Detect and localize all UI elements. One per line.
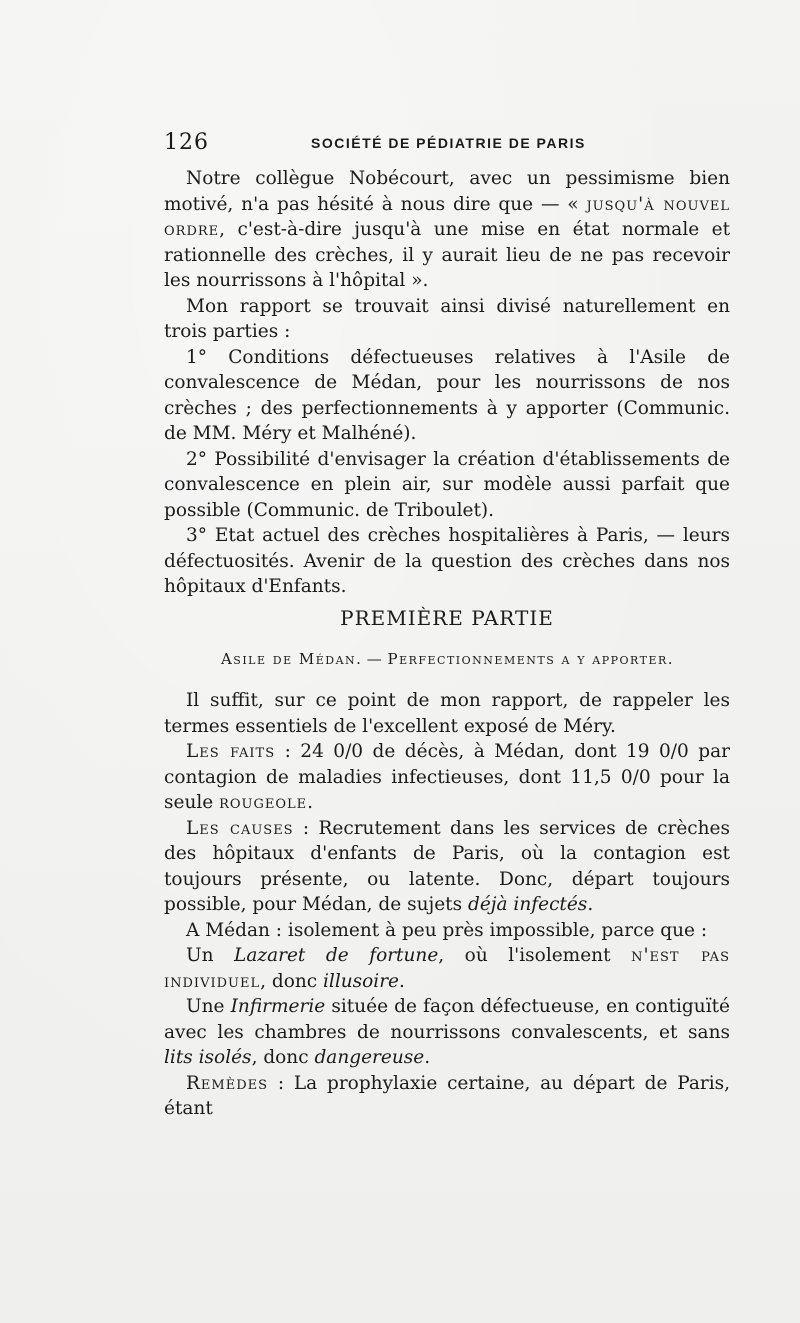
paragraph: 2° Possibilité d'envisager la création d'établissements de convalescence en plein air, sur modèle aussi parfait que possible (Communic. de Triboulet).: [164, 448, 730, 521]
text-run: Notre collègue Nobécourt, avec un pessimisme bien motivé, n'a pas hésité à nous dire que — «: [164, 168, 730, 215]
text-run: , où l'isolement: [438, 945, 632, 966]
text-run: , donc: [251, 1047, 315, 1068]
paragraph: [164, 943, 730, 994]
paragraph: Mon rapport se trouvait ainsi divisé naturellement en trois parties :: [164, 295, 730, 342]
paragraph: [164, 994, 730, 1071]
subtitle-text: Asile de Médan: [220, 650, 357, 668]
paragraph: 1° Conditions défectueuses relatives à l'Asile de convalescence de Médan, pour les nourrissons de nos crèches ; des perfectionnements à y apporter (Communic. de MM. Méry et Malhéné).: [164, 346, 730, 444]
italic-text: illusoire: [323, 970, 400, 992]
paragraph: Il suffit, sur ce point de mon rapport, de rappeler les termes essentiels de l'excellent exposé de Méry.: [164, 690, 730, 737]
small-caps-text: n'est pas individuel: [164, 945, 730, 992]
italic-text: dangereuse: [314, 1047, 425, 1068]
part-subtitle: [164, 650, 730, 668]
text-run: , donc: [260, 970, 323, 992]
text-run: : Recrutement dans les services de crèches des hôpitaux d'enfants de Paris, où la contagion est toujours présente, ou latente. Donc, départ toujours possible, pour Médan, de sujets: [164, 817, 731, 915]
italic-text: déjà infectés: [468, 894, 588, 915]
body-text: [164, 688, 730, 1122]
paragraph: [164, 166, 730, 294]
small-caps-text: jusqu'à nouvel ordre: [164, 193, 730, 240]
paragraph-label: Les causes: [186, 817, 294, 839]
text-run: : La prophylaxie certaine, au départ de Paris, étant: [164, 1072, 730, 1119]
paragraph: 3° Etat actuel des crèches hospitalières à Paris, — leurs défectuosités. Avenir de la question des crèches dans nos hôpitaux d'Enfants.: [164, 525, 730, 597]
text-run: : 24 0/0 de décès, à Médan, dont 19 0/0 par contagion de maladies infectieuses, dont 11,5 0/0 pour la seule: [164, 741, 730, 813]
text-run: .: [424, 1047, 431, 1068]
page-number: 126: [164, 130, 209, 155]
intro-text: [164, 166, 730, 600]
subtitle-end: .: [667, 650, 674, 668]
italic-text: lits isolés: [164, 1047, 252, 1068]
subtitle-text: Perfectionnements a y apporter: [387, 650, 668, 668]
text-run: , c'est-à-dire jusqu'à une mise en état normale et rationnelle des crèches, il y aurait lieu de ne pas recevoir les nourrissons à l'hôpital ».: [164, 219, 730, 291]
text-run: .: [399, 970, 405, 992]
text-run: Un: [186, 945, 235, 966]
text-run: Une: [186, 996, 231, 1017]
italic-text: Infirmerie: [230, 996, 326, 1017]
paragraph: [164, 816, 730, 918]
part-title: PREMIÈRE PARTIE: [340, 606, 554, 630]
page-header: [164, 130, 730, 158]
paragraph-label: Remèdes: [186, 1072, 269, 1094]
subtitle-separator: . —: [356, 650, 388, 668]
small-caps-text: rougeole: [219, 792, 308, 813]
text-run: .: [307, 792, 314, 813]
paragraph: [164, 1071, 730, 1122]
text-run: située de façon défectueuse, en contiguïté avec les chambres de nourrissons convalescents, et sans: [164, 996, 730, 1043]
text-run: .: [587, 894, 594, 915]
paragraph: [164, 739, 730, 816]
paragraph: A Médan : isolement à peu près impossible, parce que :: [186, 919, 708, 941]
paragraph-label: Les faits: [186, 741, 276, 762]
italic-text: Lazaret de fortune: [234, 945, 439, 966]
running-head: SOCIÉTÉ DE PÉDIATRIE DE PARIS: [311, 135, 586, 151]
